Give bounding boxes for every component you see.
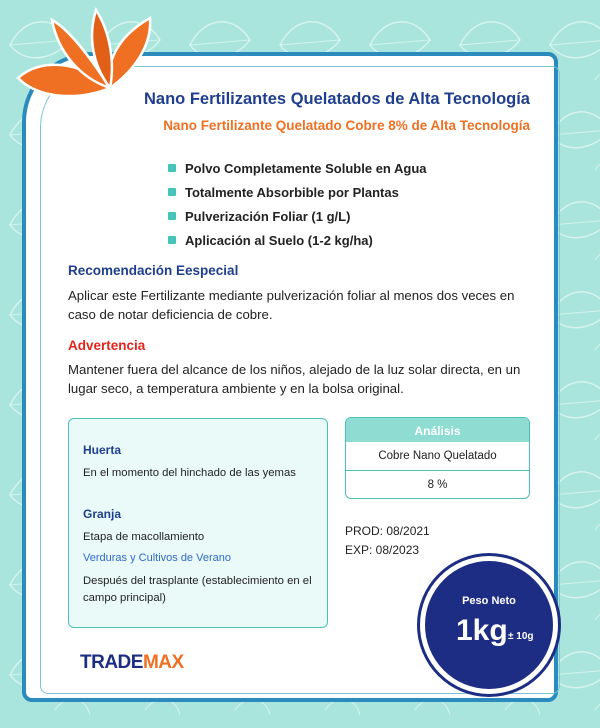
feature-text: Polvo Completamente Soluble en Agua [185, 160, 427, 176]
feature-text: Pulverización Foliar (1 g/L) [185, 208, 351, 224]
analysis-heading: Análisis [346, 418, 529, 442]
exp-date: EXP: 08/2023 [345, 543, 420, 557]
recommendation-heading: Recomendación Eespecial [68, 263, 239, 278]
analysis-table [345, 417, 530, 499]
feature-item [168, 228, 427, 252]
logo-part-max: MAX [142, 652, 184, 673]
square-bullet-icon [168, 212, 176, 220]
analysis-value: 8 % [427, 479, 448, 491]
warning-heading: Advertencia [68, 338, 146, 353]
date-info [345, 522, 430, 560]
logo-part-trade: TRADE [80, 652, 143, 673]
net-weight-badge [425, 561, 553, 689]
prod-date: PROD: 08/2021 [345, 524, 430, 538]
granja-label: Granja [83, 507, 122, 521]
usage-box [68, 418, 328, 628]
net-weight-label: Peso Neto [462, 595, 516, 607]
feature-item [168, 204, 427, 228]
square-bullet-icon [168, 236, 176, 244]
huerta-label: Huerta [83, 443, 122, 457]
granja-text: Etapa de macollamiento [83, 531, 205, 543]
product-line-title: Nano Fertilizantes Quelatados de Alta Tecnología [144, 90, 530, 108]
square-bullet-icon [168, 164, 176, 172]
crops-label: Verduras y Cultivos de Verano [83, 552, 231, 564]
feature-text: Aplicación al Suelo (1-2 kg/ha) [185, 232, 373, 248]
analysis-component: Cobre Nano Quelatado [346, 442, 529, 471]
net-weight-tolerance: ± 10g [508, 631, 534, 642]
recommendation-text: Aplicar este Fertilizante mediante pulverización foliar al menos dos veces en caso de notar deficiencia de cobre. [68, 288, 515, 322]
crops-text: Después del trasplante (establecimiento en el campo principal) [83, 575, 312, 604]
brand-logo [80, 652, 184, 674]
feature-list [168, 156, 427, 252]
feature-item [168, 156, 427, 180]
orange-leaves-icon [0, 0, 200, 160]
product-name-subtitle: Nano Fertilizante Quelatado Cobre 8% de Alta Tecnología [163, 118, 530, 133]
net-weight-value: 1kg [456, 614, 508, 647]
feature-item [168, 180, 427, 204]
huerta-text: En el momento del hinchado de las yemas [83, 467, 296, 479]
feature-text: Totalmente Absorbible por Plantas [185, 184, 399, 200]
warning-text: Mantener fuera del alcance de los niños, alejado de la luz solar directa, en un lugar seco, a temperatura ambiente y en la bolsa original. [68, 362, 521, 396]
square-bullet-icon [168, 188, 176, 196]
